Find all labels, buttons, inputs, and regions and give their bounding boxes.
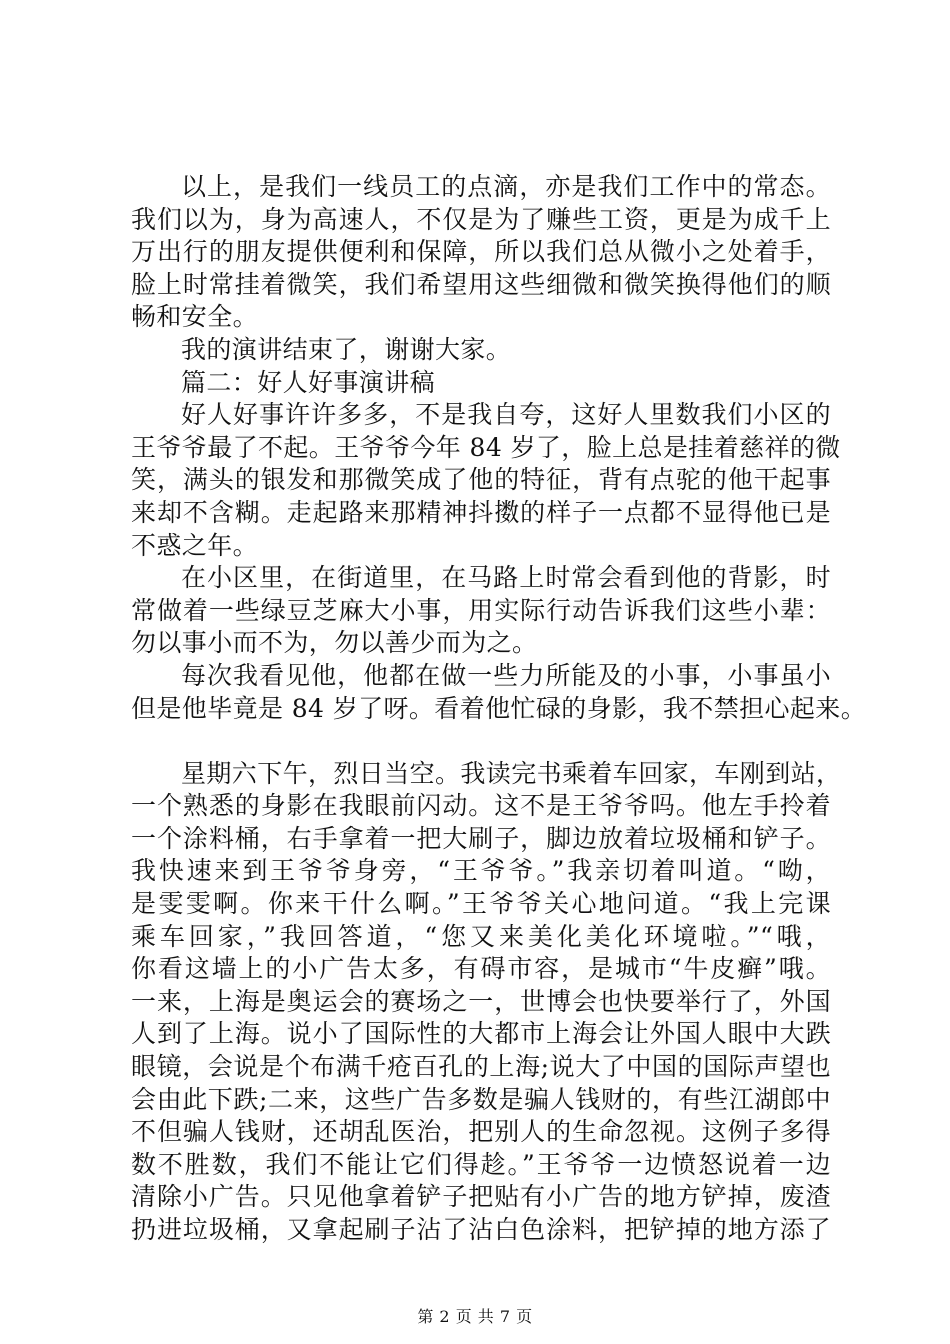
text-line: 但是他毕竟是 84 岁了呀。看着他忙碌的身影，我不禁担心起来。 bbox=[131, 693, 867, 723]
text-line: 我的演讲结束了，谢谢大家。 bbox=[181, 334, 512, 364]
text-line: 以上，是我们一线员工的点滴，亦是我们工作中的常态。 bbox=[181, 172, 831, 201]
document-body bbox=[131, 171, 867, 1247]
text-line: 脸上时常挂着微笑，我们希望用这些细微和微笑换得他们的顺 bbox=[131, 269, 831, 299]
text-line: 扔进垃圾桶，又拿起刷子沾了沾白色涂料，把铲掉的地方添了 bbox=[131, 1215, 831, 1244]
page-number-footer: 第 2 页 共 7 页 bbox=[417, 1307, 533, 1326]
section-heading bbox=[131, 367, 831, 400]
section-title: 篇二：好人好事演讲稿 bbox=[181, 367, 436, 397]
text-line: 人到了上海。说小了国际性的大都市上海会让外国人眼中大跌 bbox=[131, 1019, 831, 1049]
text-line: 是雯雯啊。你来干什么啊。”王爷爷关心地问道。“我上完课 bbox=[131, 889, 831, 919]
text-line: 每次我看见他，他都在做一些力所能及的小事，小事虽小 bbox=[181, 660, 831, 690]
text-line: 星期六下午，烈日当空。我读完书乘着车回家，车刚到站， bbox=[181, 758, 842, 788]
text-line: 会由此下跌;二来，这些广告多数是骗人钱财的，有些江湖郎中 bbox=[131, 1084, 831, 1114]
text-line: 万出行的朋友提供便利和保障，所以我们总从微小之处着手， bbox=[131, 237, 831, 267]
text-line: 一来，上海是奥运会的赛场之一，世博会也快要举行了，外国 bbox=[131, 986, 831, 1016]
text-line: 一个涂料桶，右手拿着一把大刷子，脚边放着垃圾桶和铲子。 bbox=[131, 823, 831, 853]
text-line: 笑，满头的银发和那微笑成了他的特征，背有点驼的他干起事 bbox=[131, 465, 831, 495]
text-line: 畅和安全。 bbox=[131, 302, 259, 332]
text-line: 在小区里，在街道里，在马路上时常会看到他的背影，时 bbox=[181, 563, 831, 593]
text-line: 你看这墙上的小广告太多，有碍市容，是城市“牛皮癣”哦。 bbox=[131, 954, 831, 984]
text-line: 我们以为，身为高速人，不仅是为了赚些工资，更是为成千上 bbox=[131, 204, 831, 234]
text-line: 不但骗人钱财，还胡乱医治，把别人的生命忽视。这例子多得 bbox=[131, 1117, 831, 1147]
text-line: 数不胜数，我们不能让它们得趁。”王爷爷一边愤怒说着一边 bbox=[131, 1149, 831, 1179]
text-line: 乘车回家，”我回答道，“您又来美化美化环境啦。”“哦， bbox=[131, 921, 831, 951]
blank-line bbox=[131, 725, 831, 758]
text-line: 眼镜，会说是个布满千疮百孔的上海;说大了中国的国际声望也 bbox=[131, 1052, 831, 1082]
text-line: 王爷爷最了不起。王爷爷今年 84 岁了，脸上总是挂着慈祥的微 bbox=[131, 432, 841, 462]
paragraph-neighborhood bbox=[131, 562, 831, 660]
paragraph-closing-remarks bbox=[131, 171, 831, 334]
text-line: 一个熟悉的身影在我眼前闪动。这不是王爷爷吗。他左手拎着 bbox=[131, 791, 831, 821]
text-line: 不惑之年。 bbox=[131, 530, 259, 560]
text-line: 我快速来到王爷爷身旁，“王爷爷。”我亲切着叫道。“呦， bbox=[131, 856, 831, 886]
paragraph-intro-grandpa-wang bbox=[131, 399, 841, 562]
text-line: 勿以事小而不为，勿以善少而为之。 bbox=[131, 628, 538, 658]
paragraph-worry bbox=[131, 660, 867, 725]
text-line: 好人好事许许多多，不是我自夸，这好人里数我们小区的 bbox=[181, 400, 831, 430]
paragraph-saturday-story bbox=[131, 758, 842, 1247]
text-line: 清除小广告。只见他拿着铲子把贴有小广告的地方铲掉，废渣 bbox=[131, 1182, 831, 1212]
paragraph-thanks bbox=[131, 334, 831, 367]
text-line: 来却不含糊。走起路来那精神抖擞的样子一点都不显得他已是 bbox=[131, 497, 831, 527]
text-line: 常做着一些绿豆芝麻大小事，用实际行动告诉我们这些小辈： bbox=[131, 595, 831, 625]
